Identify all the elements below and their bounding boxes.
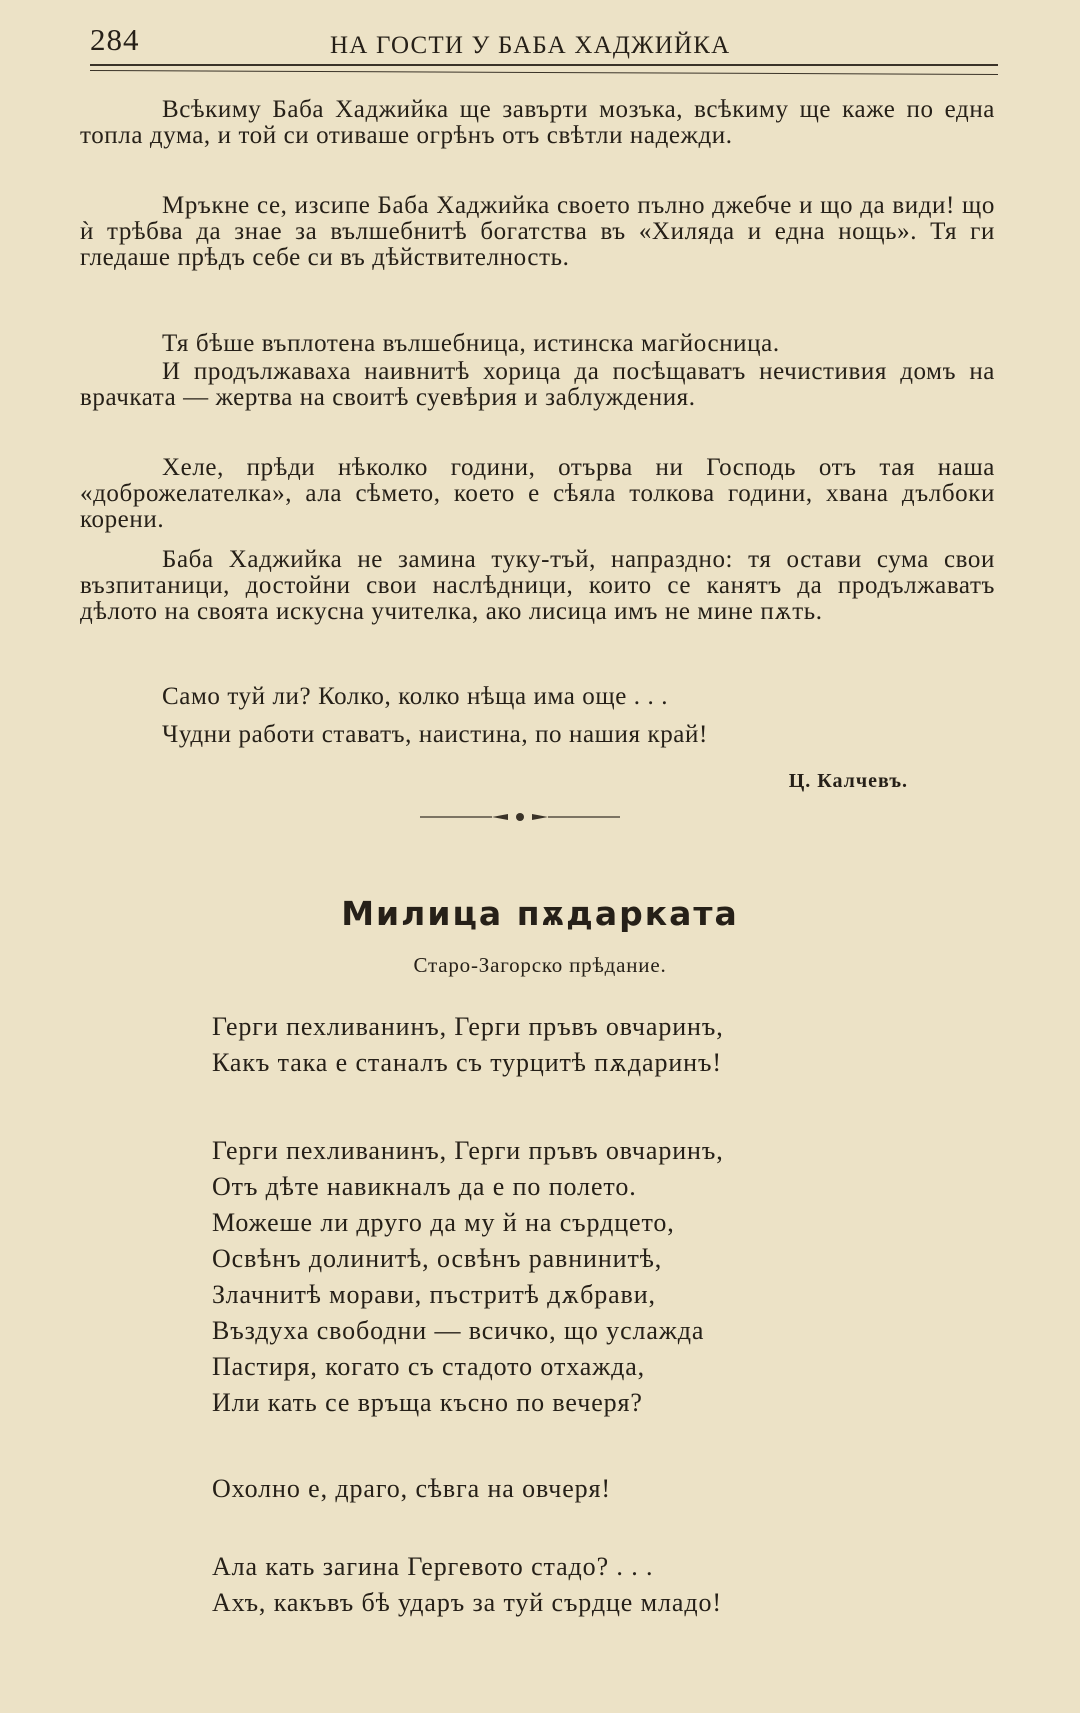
poem-line: Можеше ли друго да му й на сърдцето, — [212, 1208, 675, 1237]
poem-line: Герги пехливанинъ, Герги пръвъ овчаринъ, — [212, 1136, 724, 1165]
poem-line: Охолно е, драго, сѣвга на овчеря! — [212, 1474, 611, 1503]
page-header — [90, 22, 998, 62]
poem-line: Или кать се връща късно по вечеря? — [212, 1388, 643, 1417]
poem-line: Въздуха свободни — всичко, що услажда — [212, 1316, 705, 1345]
poem-line: Ала кать загина Гергевото стадо? . . . — [212, 1552, 654, 1581]
poem-line: Освѣнъ долинитѣ, освѣнъ равнинитѣ, — [212, 1244, 663, 1273]
poem-line: Ахъ, какъвъ бѣ ударъ за туй сърдце младо! — [212, 1588, 722, 1617]
poem-line: Отъ дѣте навикналъ да е по полето. — [212, 1172, 637, 1201]
poem-line: Какъ така е станалъ съ турцитѣ пѫдаринъ! — [212, 1048, 722, 1077]
article-paragraph: Хеле, прѣди нѣколко години, отърва ни Господь отъ тая наша «доброжелателка», ала сѣмето, което е сѣяла толкова години, хвана дълбоки корени. — [80, 454, 995, 533]
article-paragraph: Чудни работи ставатъ, наистина, по нашия край! — [162, 721, 708, 748]
article-paragraph: Всѣкиму Баба Хаджийка ще завърти мозъка, всѣкиму ще каже по една топла дума, и той си отиваше огрѣнъ отъ свѣтли надежди. — [80, 96, 995, 149]
article-paragraph: Само туй ли? Колко, колко нѣща има още . . . — [162, 683, 669, 710]
section-ornament — [420, 810, 620, 824]
article-paragraph: Мръкне се, изсипе Баба Хаджийка своето пълно джебче и що да види! що ѝ трѣбва да знае за вълшебнитѣ богатства въ «Хиляда и една нощь». Тя ги гледаше прѣдъ себе си въ дѣйствителность. — [80, 192, 995, 271]
article-paragraph: Тя бѣше въплотена вълшебница, истинска магйосница. — [162, 330, 780, 357]
running-title: НА ГОСТИ У БАБА ХАДЖИЙКА — [330, 32, 731, 59]
page-number: 284 — [90, 22, 140, 57]
poem-title: Милица пѫдарката — [341, 894, 739, 933]
article-paragraph: И продължаваха наивнитѣ хорица да посѣщаватъ нечистивия домъ на врачката — жертва на своитѣ суевѣрия и заблуждения. — [80, 358, 995, 411]
article-paragraph: Баба Хаджийка не замина туку-тъй, напраздно: тя остави сума свои възпитаници, достойни свои наслѣдници, които се канятъ да продължаватъ дѣлото на своята искусна учителка, ако лисица имъ не мине пѫть. — [80, 546, 995, 625]
poem-line: Злачнитѣ морави, пъстритѣ дѫбрави, — [212, 1280, 656, 1309]
poem-line: Герги пехливанинъ, Герги пръвъ овчаринъ, — [212, 1012, 724, 1041]
header-rule — [90, 64, 998, 66]
author-signature: Ц. Калчевъ. — [788, 770, 908, 792]
header-rule-thin — [90, 70, 998, 75]
poem-line: Пастиря, когато съ стадото отхажда, — [212, 1352, 646, 1381]
poem-subtitle: Старо-Загорско прѣдание. — [413, 953, 667, 977]
